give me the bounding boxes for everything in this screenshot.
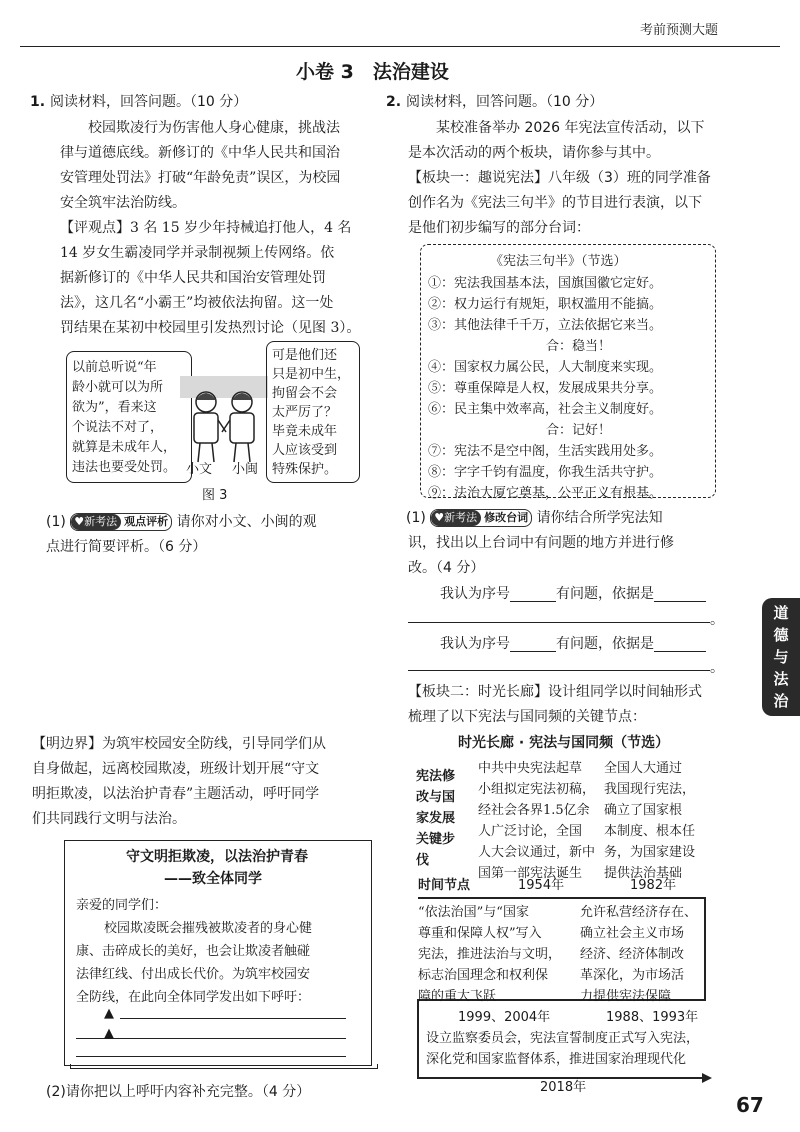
reason-blank[interactable] (654, 637, 706, 652)
header-section-label: 考前预测大题 (640, 23, 719, 38)
poem-line: ②：权力运行有规矩，职权滥用不能搞。 (428, 297, 663, 312)
event-1999 (418, 902, 561, 1007)
event-line: “依法治国”与“国家 (418, 905, 529, 920)
bubble-left-line: 违法也要受处罚。 (72, 460, 177, 475)
subject-tab-char: 治 (773, 692, 789, 710)
answer-label: 有问题，依据是 (556, 636, 654, 652)
reason-blank[interactable] (654, 587, 706, 602)
letter-body-line: 全防线，在此向全体同学发出如下呼吁： (76, 990, 311, 1005)
heart-icon: ♥ (434, 511, 445, 524)
poem-line: ⑨：法治大厦它奠基，公平正义有根基。 (428, 486, 663, 501)
q2-sub1-text-cont: 改。（4 分） (408, 560, 485, 576)
event-line: 提供法治基础 (604, 866, 683, 881)
period: 。 (710, 612, 724, 628)
tag-dark-label: 新考法 (444, 511, 478, 524)
letter-greeting: 亲爱的同学们： (76, 898, 168, 913)
poem-line: ⑦：宪法不是空中阁，生活实践用处多。 (428, 444, 663, 459)
q2-block2-line: 【板块二：时光长廊】设计组同学以时间轴形式 (408, 684, 702, 700)
q1-para3-line: 们共同践行文明与法治。 (32, 811, 186, 827)
q2-block1-line: 创作名为《宪法三句半》的节目进行表演，以下 (408, 195, 702, 211)
q1-para2-line: 14 岁女生霸凌同学并录制视频上传网络。依 (60, 245, 335, 261)
page-number: 67 (736, 1093, 764, 1117)
q1-para1-line: 校园欺凌行为伤害他人身心健康，挑战法 (88, 120, 340, 136)
bubble-left-line: 个说法不对了， (72, 420, 164, 435)
q2-sub1-text-cont: 识，找出以上台词中有问题的地方并进行修 (408, 535, 674, 551)
year-1988-1993: 1988、1993年 (606, 1010, 699, 1025)
bubble-right-line: 拘留会不会 (272, 386, 338, 401)
letter-subtitle: ——致全体同学 (164, 871, 262, 887)
q1-sub1-answer-area[interactable] (40, 565, 370, 725)
serial-blank[interactable] (510, 587, 556, 602)
poem-line: 合：稳当！ (546, 339, 612, 354)
poem-line: ⑤：尊重保障是人权，发展成果共分享。 (428, 381, 663, 396)
bubble-right-line: 毕竟未成年 (272, 424, 338, 439)
time-label: 时间节点 (418, 878, 471, 893)
q2-stem: 阅读材料，回答问题。（10 分） (406, 94, 604, 110)
poem-line: ③：其他法律千千万，立法依据它来当。 (428, 318, 663, 333)
side-label-line: 改与国 (416, 790, 456, 805)
side-label-line: 伐 (416, 853, 430, 868)
event-line: 力提供宪法保障 (580, 989, 672, 1004)
event-line: 障的重大飞跃 (418, 989, 497, 1004)
q2-para1-line: 是本次活动的两个板块，请你参与其中。 (408, 145, 660, 161)
q2-sub1-text: 请你结合所学宪法知 (536, 510, 663, 526)
figure-caption: 图 3 (202, 488, 228, 503)
poem-line: ④：国家权力属公民，人大制度来实现。 (428, 360, 663, 375)
letter-body-line: 校园欺凌既会摧残被欺凌者的身心健 (104, 921, 313, 936)
event-line: 允许私营经济存在、 (580, 905, 698, 920)
side-label-line: 宪法修 (416, 769, 456, 784)
answer-line[interactable] (408, 622, 710, 623)
timeline-title: 时光长廊 · 宪法与国同频（节选） (458, 735, 670, 751)
person-right-name: 小闽 (232, 462, 259, 477)
event-line: 尊重和保障人权”写入 (418, 926, 542, 941)
q1-para1-line: 安管理处罚法》打破“年龄免责”误区，为校园 (60, 170, 341, 186)
year-1954: 1954年 (518, 878, 565, 893)
q2-number: 2. (386, 94, 402, 110)
subject-tab (762, 598, 800, 716)
bubble-right-line: 人应该受到 (272, 443, 338, 458)
subject-tab-char: 道 (773, 604, 789, 622)
answer-line[interactable] (408, 670, 710, 671)
answer-row-2 (440, 632, 706, 657)
tag-dark-label: 新考法 (84, 515, 118, 528)
q1-sub1-prefix: (1) (46, 514, 66, 530)
q2-block1-line: 【板块一：趣说宪法】八年级（3）班的同学准备 (408, 170, 711, 186)
students-illustration (180, 372, 268, 464)
event-1988 (580, 902, 697, 1007)
year-1982: 1982年 (630, 878, 677, 893)
side-label-line: 家发展 (416, 811, 456, 826)
event-line: 革深化，为市场活 (580, 968, 685, 983)
q2-sub1-line (406, 506, 663, 531)
year-2018: 2018年 (540, 1080, 587, 1095)
letter-body-line: 法律红线、付出成长代价。为筑牢校园安 (76, 967, 311, 982)
bubble-left-line: 欲为”，看来这 (72, 400, 157, 415)
event-line: 我国现行宪法， (604, 782, 696, 797)
letter-answer-line[interactable] (76, 1056, 346, 1057)
event-line: 小组拟定宪法初稿， (478, 782, 596, 797)
q1-sub2: (2)请你把以上呼吁内容补充完整。（4 分） (46, 1084, 311, 1100)
letter-title: 守文明拒欺凌，以法治护青春 (126, 849, 308, 865)
event-line: 务，为国家建设 (604, 845, 696, 860)
q1-para2-line: 法》，这几名“小霸王”均被依法拘留。这一处 (60, 295, 334, 311)
event-line: 中共中央宪法起草 (478, 761, 583, 776)
q1-sub1-text: 请你对小文、小闽的观 (176, 514, 317, 530)
event-2018 (426, 1028, 699, 1070)
letter-body-line: 康、击碎成长的美好，也会让欺凌者触碰 (76, 944, 311, 959)
q1-para2-line: 据新修订的《中华人民共和国治安管理处罚 (60, 270, 326, 286)
bullet-icon: ▲ (104, 1026, 114, 1041)
answer-row-1 (440, 582, 706, 607)
event-line: 国第一部宪法诞生 (478, 866, 583, 881)
person-left-name: 小文 (186, 462, 213, 477)
q1-para3-line: 【明边界】为筑牢校园安全防线，引导同学们从 (32, 736, 326, 752)
bullet-icon: ▲ (104, 1006, 114, 1021)
letter-answer-line[interactable] (76, 1038, 346, 1039)
poem-line: ⑥：民主集中效率高，社会主义制度好。 (428, 402, 663, 417)
q1-para1-line: 安全筑牢法治防线。 (60, 195, 186, 211)
timeline-side-label (416, 766, 455, 871)
event-line: 经社会各界1.5亿余 (478, 803, 590, 818)
bubble-right-line: 可是他们还 (272, 348, 338, 363)
q1-number: 1. (30, 94, 46, 110)
subject-tab-char: 与 (773, 648, 789, 666)
new-exam-tag (430, 509, 532, 527)
subject-tab-char: 德 (773, 626, 789, 644)
event-line: 设立监察委员会，宪法宣誓制度正式写入宪法， (426, 1031, 700, 1046)
q1-sub1-text-cont: 点进行简要评析。（6 分） (46, 539, 207, 555)
section-title: 小卷 3 法治建设 (296, 61, 449, 83)
q1-para1-line: 律与道德底线。新修订的《中华人民共和国治 (60, 145, 340, 161)
event-line: 深化党和国家监督体系，推进国家治理现代化 (426, 1052, 687, 1067)
subject-tab-char: 法 (773, 670, 789, 688)
header-rule (20, 46, 780, 47)
serial-blank[interactable] (510, 637, 556, 652)
q1-para2-line: 【评观点】3 名 15 岁少年持械追打他人，4 名 (60, 220, 352, 236)
event-1982 (604, 758, 695, 884)
event-line: 宪法，推进法治与文明， (418, 947, 562, 962)
bubble-left-line: 龄小就可以为所 (72, 380, 164, 395)
event-line: 全国人大通过 (604, 761, 683, 776)
bubble-left-line: 就算是未成年人， (72, 440, 177, 455)
q1-para3-line: 自身做起，远离校园欺凌，班级计划开展“守文 (32, 761, 320, 777)
new-exam-tag (70, 513, 172, 531)
answer-label: 我认为序号 (440, 636, 510, 652)
event-line: 经济、经济体制改 (580, 947, 685, 962)
answer-label: 我认为序号 (440, 586, 510, 602)
bubble-right-line: 特殊保护。 (272, 462, 338, 477)
event-line: 确立社会主义市场 (580, 926, 685, 941)
poem-line: ①：宪法我国基本法，国旗国徽它定好。 (428, 276, 663, 291)
event-line: 人广泛讨论，全国 (478, 824, 583, 839)
side-label-line: 关键步 (416, 832, 456, 847)
q2-block2-line: 梳理了以下宪法与国同频的关键节点： (408, 709, 646, 725)
answer-label: 有问题，依据是 (556, 586, 654, 602)
tag-label: 修改台词 (484, 511, 529, 524)
q1-para2-line: 罚结果在某初中校园里引发热烈讨论（见图 3）。 (60, 320, 361, 336)
event-1954 (478, 758, 595, 884)
event-line: 本制度、根本任 (604, 824, 696, 839)
poem-line: ⑧：字字千钧有温度，你我生活共守护。 (428, 465, 663, 480)
period: 。 (710, 660, 724, 676)
event-line: 人大会议通过，新中 (478, 845, 596, 860)
q1-para3-line: 明拒欺凌，以法治护青春”主题活动，呼吁同学 (32, 786, 320, 802)
poem-title: 《宪法三句半》（节选） (490, 254, 627, 269)
bubble-right-line: 只是初中生， (272, 367, 351, 382)
q1-stem: 阅读材料，回答问题。（10 分） (50, 94, 248, 110)
heart-icon: ♥ (74, 515, 85, 528)
poem-line: 合：记好！ (546, 423, 612, 438)
bubble-left-line: 以前总听说“年 (72, 360, 157, 375)
q2-block1-line: 是他们初步编写的部分台词： (408, 220, 590, 236)
q2-sub1-prefix: (1) (406, 510, 426, 526)
letter-answer-line[interactable] (120, 1018, 346, 1019)
q1-sub1-line (46, 510, 317, 535)
letter-box-shadow (70, 1064, 378, 1069)
year-1999-2004: 1999、2004年 (458, 1010, 551, 1025)
event-line: 确立了国家根 (604, 803, 683, 818)
event-line: 标志治国理念和权利保 (418, 968, 549, 983)
tag-label: 观点评析 (124, 515, 169, 528)
q2-para1-line: 某校准备举办 2026 年宪法宣传活动，以下 (436, 120, 705, 136)
bubble-right-line: 太严厉了？ (272, 405, 338, 420)
